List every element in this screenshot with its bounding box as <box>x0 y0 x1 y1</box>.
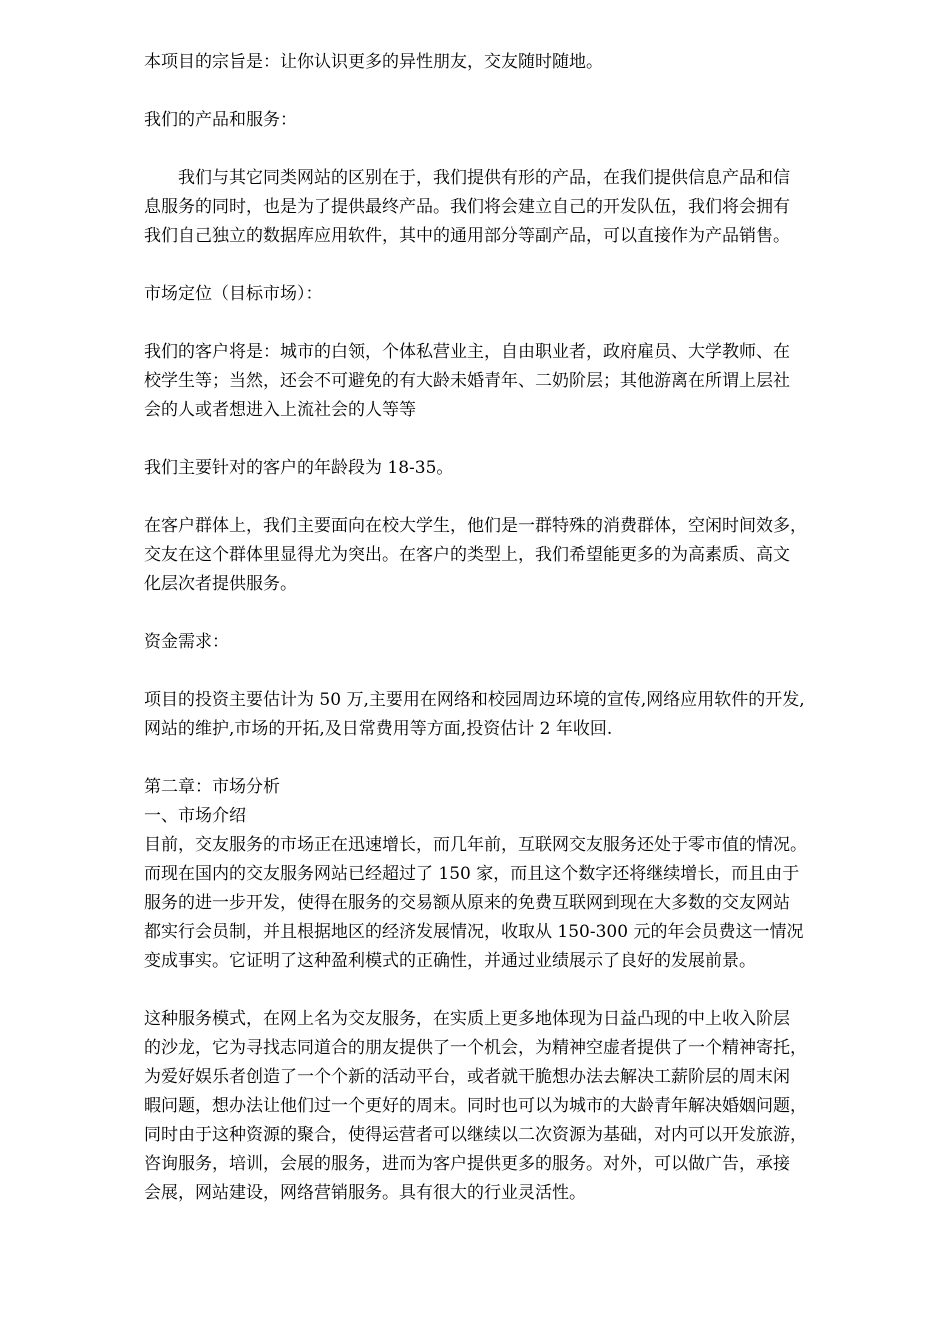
paragraph-customer-groups <box>144 512 904 599</box>
text-line: 同时由于这种资源的聚合，使得运营者可以继续以二次资源为基础，对内可以开发旅游， <box>144 1125 807 1145</box>
text-line: 咨询服务，培训，会展的服务，进而为客户提供更多的服务。对外，可以做广告，承接 <box>144 1154 790 1174</box>
text-line: 网站的维护,市场的开拓,及日常费用等方面,投资估计 2 年收回. <box>144 719 613 739</box>
paragraph-age-range <box>144 454 904 483</box>
text-line: 本项目的宗旨是：让你认识更多的异性朋友，交友随时随地。 <box>144 52 603 72</box>
heading-products-services <box>144 106 904 135</box>
text-line: 暇问题，想办法让他们过一个更好的周末。同时也可以为城市的大龄青年解决婚姻问题， <box>144 1096 807 1116</box>
section-market-analysis <box>144 773 904 976</box>
text-line: 的沙龙，它为寻找志同道合的朋友提供了一个机会，为精神空虚者提供了一个精神寄托， <box>144 1038 807 1058</box>
paragraph-project-purpose <box>144 48 904 77</box>
paragraph-investment <box>144 686 904 744</box>
section-heading: 一、市场介绍 <box>144 806 246 826</box>
heading-market-positioning <box>144 280 904 309</box>
paragraph-product-difference <box>144 164 904 251</box>
paragraph-target-customers <box>144 338 904 425</box>
text-line: 校学生等；当然，还会不可避免的有大龄未婚青年、二奶阶层；其他游离在所谓上层社 <box>144 371 790 391</box>
text-line: 为爱好娱乐者创造了一个个新的活动平台，或者就干脆想办法去解决工薪阶层的周末闲 <box>144 1067 790 1087</box>
heading-funding-needs <box>144 628 904 657</box>
text-line: 市场定位（目标市场）： <box>144 284 323 304</box>
text-line: 我们的客户将是：城市的白领，个体私营业主，自由职业者，政府雇员、大学教师、在 <box>144 342 790 362</box>
text-line: 交友在这个群体里显得尤为突出。在客户的类型上，我们希望能更多的为高素质、高文 <box>144 545 790 565</box>
text-line: 我们的产品和服务： <box>144 110 297 130</box>
text-line: 目前，交友服务的市场正在迅速增长，而几年前，互联网交友服务还处于零市值的情况。 <box>144 835 807 855</box>
text-line: 这种服务模式，在网上名为交友服务，在实质上更多地体现为日益凸现的中上收入阶层 <box>144 1009 790 1029</box>
text-line: 项目的投资主要估计为 50 万,主要用在网络和校园周边环境的宣传,网络应用软件的开发, <box>144 690 805 710</box>
text-line: 服务的进一步开发，使得在服务的交易额从原来的免费互联网到现在大多数的交友网站 <box>144 893 790 913</box>
text-line: 化层次者提供服务。 <box>144 574 297 594</box>
text-line: 在客户群体上，我们主要面向在校大学生，他们是一群特殊的消费群体，空闲时间效多， <box>144 516 807 536</box>
text-line: 我们自己独立的数据库应用软件，其中的通用部分等副产品，可以直接作为产品销售。 <box>144 226 790 246</box>
text-line: 都实行会员制，并且根据地区的经济发展情况，收取从 150-300 元的年会员费这一情况 <box>144 922 804 942</box>
text-line: 我们与其它同类网站的区别在于，我们提供有形的产品，在我们提供信息产品和信 <box>144 168 790 188</box>
text-line: 会展，网站建设，网络营销服务。具有很大的行业灵活性。 <box>144 1183 586 1203</box>
text-line: 我们主要针对的客户的年龄段为 18-35。 <box>144 458 454 478</box>
text-line: 变成事实。它证明了这种盈利模式的正确性，并通过业绩展示了良好的发展前景。 <box>144 951 756 971</box>
document-body <box>144 48 904 1208</box>
text-line: 而现在国内的交友服务网站已经超过了 150 家，而且这个数字还将继续增长，而且由于 <box>144 864 800 884</box>
text-line: 息服务的同时，也是为了提供最终产品。我们将会建立自己的开发队伍，我们将会拥有 <box>144 197 790 217</box>
text-line: 资金需求： <box>144 632 229 652</box>
paragraph-service-model <box>144 1005 904 1208</box>
text-line: 会的人或者想进入上流社会的人等等 <box>144 400 416 420</box>
chapter-heading: 第二章：市场分析 <box>144 777 280 797</box>
